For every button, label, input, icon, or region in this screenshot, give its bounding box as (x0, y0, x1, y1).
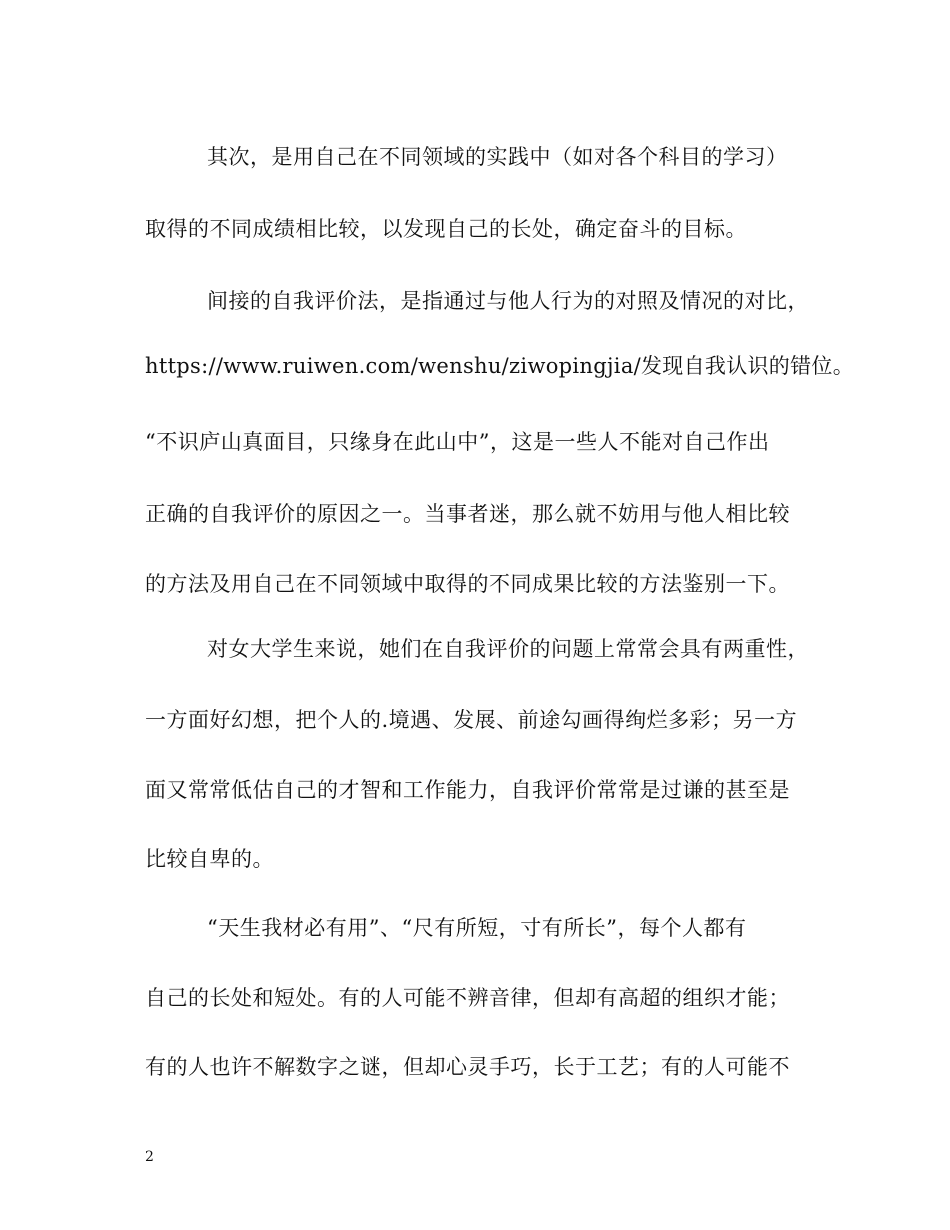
text-line-12: “天生我材必有用”、“尺有所短，寸有所长”，每个人都有 (207, 916, 747, 940)
text-line-9: 一方面好幻想，把个人的.境遇、发展、前途勾画得绚烂多彩；另一方 (145, 708, 798, 732)
text-line-5: “不识庐山真面目，只缘身在此山中”，这是一些人不能对自己作出 (145, 430, 770, 454)
page-number: 2 (145, 1149, 154, 1165)
text-line-6: 正确的自我评价的原因之一。当事者迷，那么就不妨用与他人相比较 (145, 502, 790, 526)
text-line-13: 自己的长处和短处。有的人可能不辨音律，但却有高超的组织才能； (145, 986, 790, 1010)
text-line-10: 面又常常低估自己的才智和工作能力，自我评价常常是过谦的甚至是 (145, 778, 790, 802)
text-line-8: 对女大学生来说，她们在自我评价的问题上常常会具有两重性， (207, 637, 809, 661)
text-line-7: 的方法及用自己在不同领域中取得的不同成果比较的方法鉴别一下。 (145, 572, 790, 596)
text-line-3: 间接的自我评价法，是指通过与他人行为的对照及情况的对比， (207, 289, 809, 313)
text-line-2: 取得的不同成绩相比较，以发现自己的长处，确定奋斗的目标。 (145, 217, 747, 241)
text-line-1: 其次，是用自己在不同领域的实践中（如对各个科目的学习） (207, 145, 788, 169)
text-line-14: 有的人也许不解数字之谜，但却心灵手巧，长于工艺；有的人可能不 (145, 1055, 790, 1079)
text-line-url: https://www.ruiwen.com/wenshu/ziwopingjia/发现自我认识的错位。 (145, 354, 855, 378)
text-line-11: 比较自卑的。 (145, 847, 274, 871)
